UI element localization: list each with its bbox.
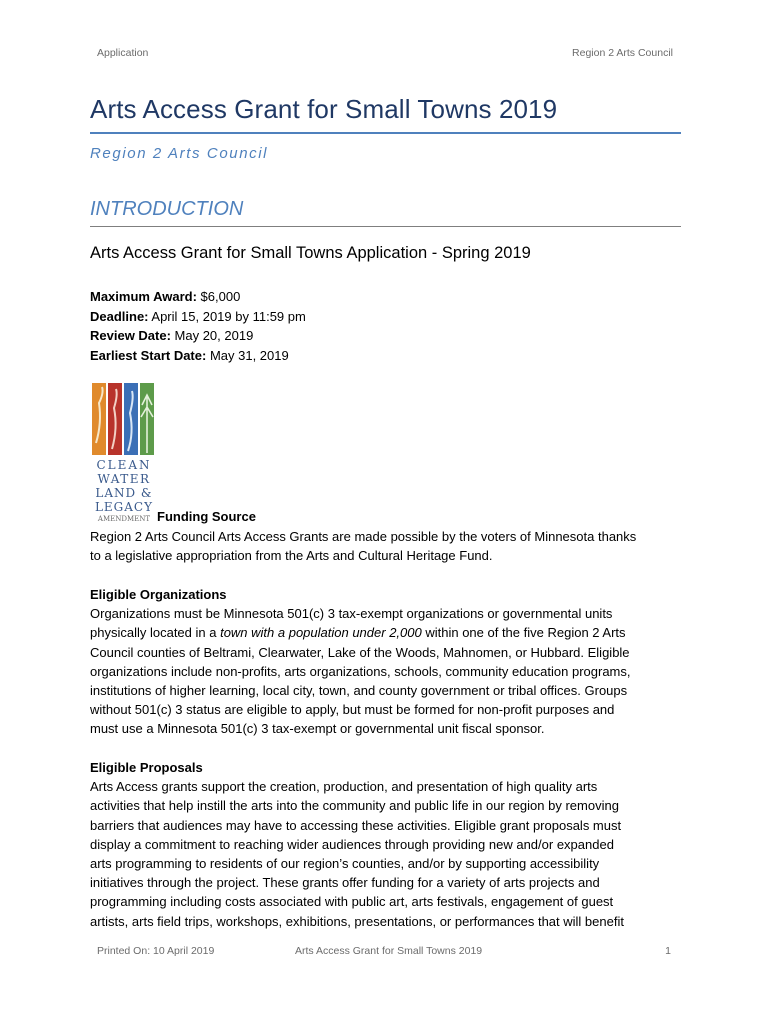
document-subtitle: Region 2 Arts Council: [90, 145, 269, 162]
svg-text:LEGACY: LEGACY: [94, 500, 154, 514]
header-right: Region 2 Arts Council: [572, 47, 673, 59]
eligible-organizations-section: Eligible Organizations Organizations must be Minnesota 501(c) 3 tax-exempt organizations or governmental units physically located in a town with a population under 2,000 within one of the five Region 2 Arts Council counties of Beltrami, Clearwater, Lake of the Woods, Mahnomen, or Hubbard. Eligible organizations include non-profits, arts organizations, schools, community education programs, institutions of higher learning, local city, town, and county government or tribal offices. Groups without 501(c) 3 status are eligible to apply, but must be formed for non-profit purposes and must use a Minnesota 501(c) 3 tax-exempt or governmental unit fiscal sponsor.: [90, 585, 690, 739]
fact-deadline: Deadline: April 15, 2019 by 11:59 pm: [90, 308, 306, 324]
funding-source-heading: Funding Source: [157, 509, 256, 524]
key-facts: [90, 287, 306, 365]
footer-title: Arts Access Grant for Small Towns 2019: [295, 945, 483, 957]
svg-text:WATER: WATER: [97, 472, 151, 486]
eligible-proposals-section: Eligible Proposals Arts Access grants support the creation, production, and presentation of high quality arts activities that help instill the arts into the community and public life in our region by removing barriers that audiences may have to accessing these activities. Eligible grant proposals must display a commitment to reaching wider audiences through providing new and/or expanded arts programming to residents of our region’s counties, and/or by supporting accessibility initiatives through the project. These grants offer funding for a variety of arts projects and programming including costs associated with public art, arts festivals, engagement of guest artists, arts field trips, workshops, exhibitions, presentations, or performances that will benefit: [90, 758, 690, 931]
document-title: Arts Access Grant for Small Towns 2019: [90, 94, 558, 124]
eligible-organizations-heading: Eligible Organizations: [90, 587, 227, 602]
page-number: 1: [665, 945, 671, 957]
fact-review-date: Review Date: May 20, 2019: [90, 328, 254, 343]
clean-water-legacy-logo: [90, 383, 158, 523]
section-divider: [90, 226, 681, 227]
funding-source-text: Region 2 Arts Council Arts Access Grants are made possible by the voters of Minnesota thanks to a legislative appropriation from the Arts and Cultural Heritage Fund.: [90, 529, 637, 564]
fact-maximum-award: Maximum Award: $6,000: [90, 289, 241, 304]
svg-text:CLEAN: CLEAN: [96, 458, 152, 472]
svg-text:LAND &: LAND &: [95, 486, 153, 500]
svg-text:AMENDMENT: AMENDMENT: [97, 515, 151, 523]
header-left: Application: [97, 47, 149, 59]
eligible-proposals-heading: Eligible Proposals: [90, 760, 203, 775]
footer-printed-date: Printed On: 10 April 2019: [97, 945, 215, 957]
application-heading: Arts Access Grant for Small Towns Application - Spring 2019: [90, 244, 531, 262]
section-heading: INTRODUCTION: [90, 198, 244, 220]
title-divider: [90, 132, 681, 134]
fact-start-date: Earliest Start Date: May 31, 2019: [90, 347, 289, 363]
